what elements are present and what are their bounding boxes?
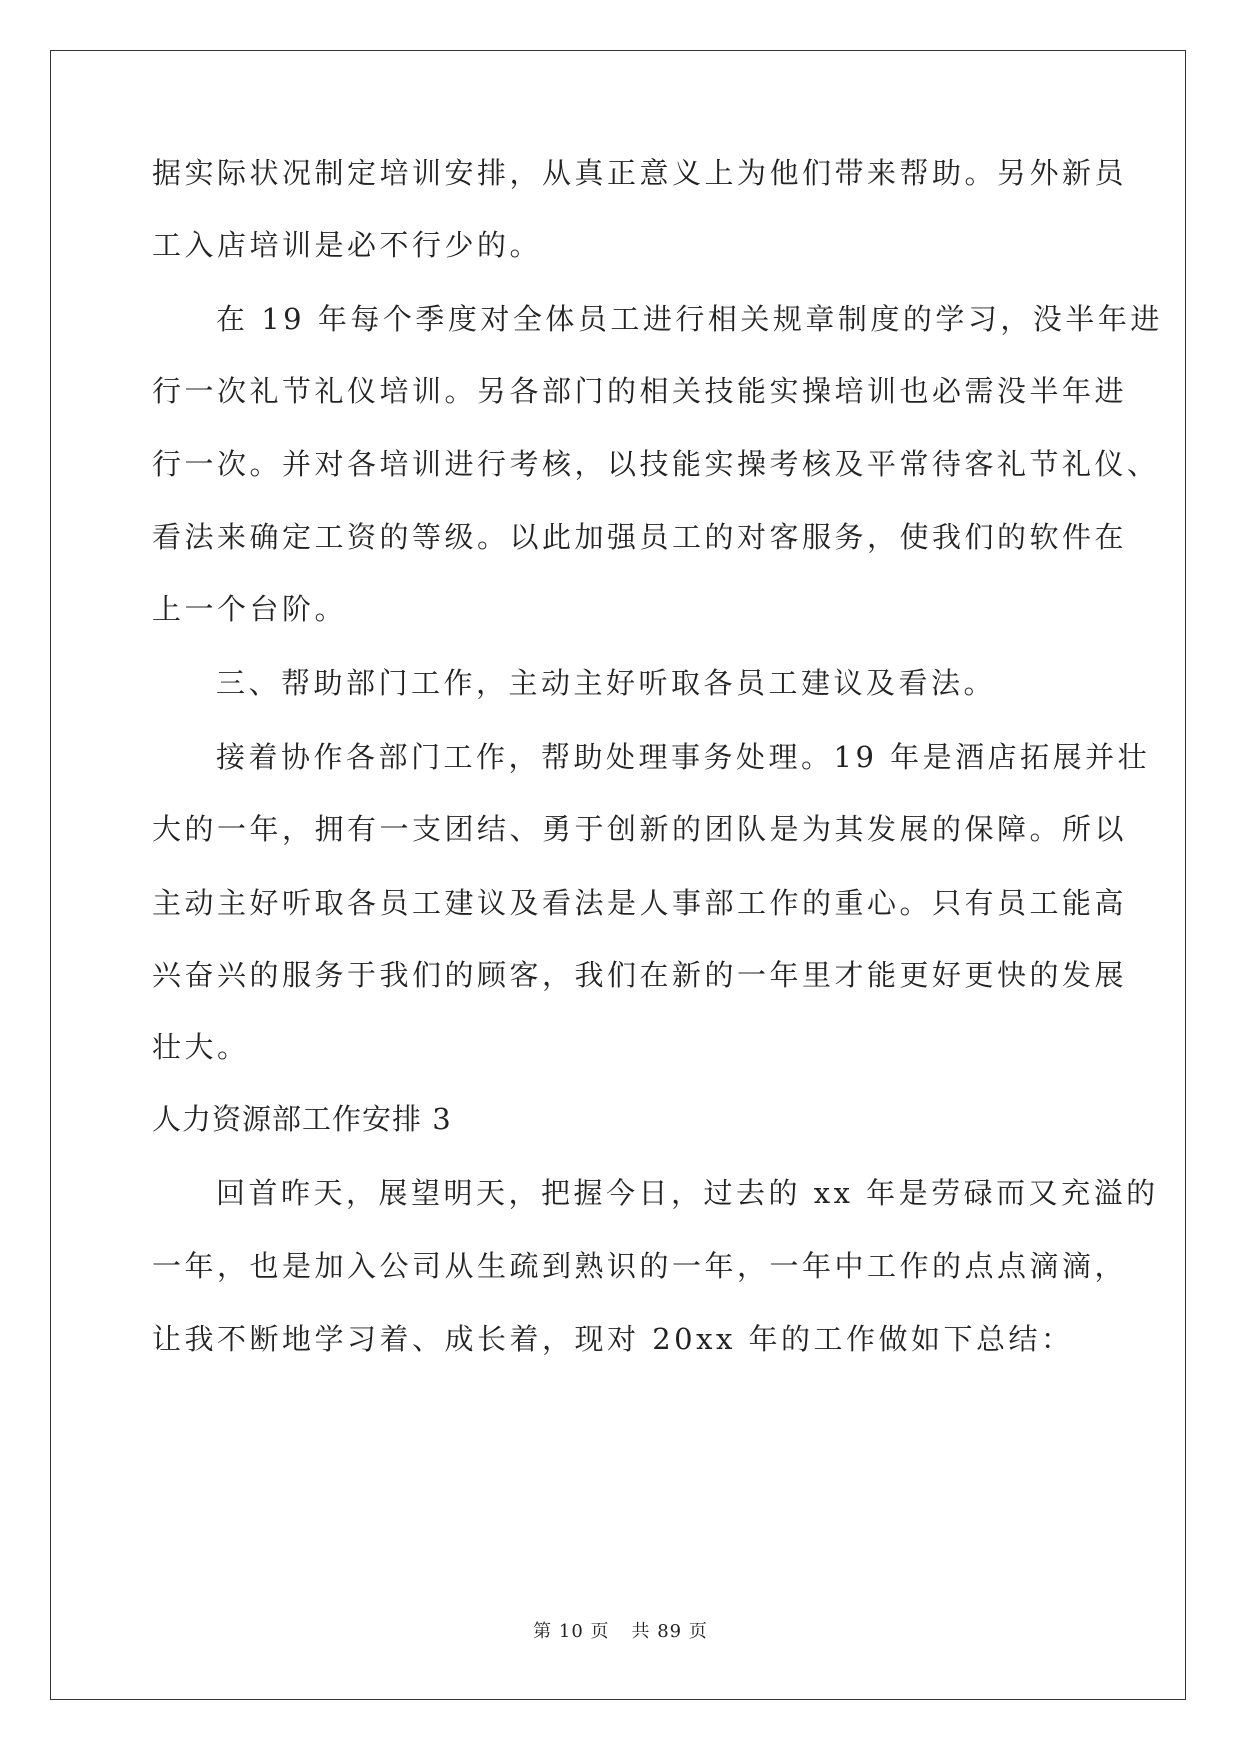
body-text-line: 接着协作各部门工作，帮助处理事务处理。19 年是酒店拓展并壮 (216, 740, 1151, 774)
body-text-line: 壮大。 (152, 1030, 250, 1064)
page-footer (0, 1617, 1241, 1643)
body-text-line: 上一个台阶。 (152, 592, 348, 626)
body-text-line: 一年，也是加入公司从生疏到熟识的一年，一年中工作的点点滴滴， (152, 1249, 1128, 1283)
body-text-line: 让我不断地学习着、成长着，现对 20xx 年的工作做如下总结： (152, 1322, 1074, 1356)
section-heading-line: 三、帮助部门工作，主动主好听取各员工建议及看法。 (216, 666, 997, 700)
body-text-line: 看法来确定工资的等级。以此加强员工的对客服务，使我们的软件在 (152, 520, 1128, 554)
body-text-line: 行一次礼节礼仪培训。另各部门的相关技能实操培训也必需没半年进 (152, 374, 1128, 408)
total-pages: 共 89 页 (631, 1621, 708, 1642)
body-text-line: 在 19 年每个季度对全体员工进行相关规章制度的学习，没半年进 (216, 302, 1163, 336)
body-text-line: 主动主好听取各员工建议及看法是人事部工作的重心。只有员工能高 (152, 886, 1128, 920)
page-number: 第 10 页 (533, 1621, 610, 1642)
body-text-line: 大的一年，拥有一支团结、勇于创新的团队是为其发展的保障。所以 (152, 812, 1128, 846)
body-text-line: 兴奋兴的服务于我们的顾客，我们在新的一年里才能更好更快的发展 (152, 958, 1128, 992)
page-border (50, 50, 1186, 1700)
body-text-line: 行一次。并对各培训进行考核，以技能实操考核及平常待客礼节礼仪、 (152, 447, 1160, 481)
body-text-line: 据实际状况制定培训安排，从真正意义上为他们带来帮助。另外新员 (152, 156, 1128, 190)
document-title: 人力资源部工作安排 3 (152, 1102, 452, 1136)
body-text-line: 回首昨天，展望明天，把握今日，过去的 xx 年是劳碌而又充溢的 (216, 1176, 1159, 1210)
body-text-line: 工入店培训是必不行少的。 (152, 228, 543, 262)
